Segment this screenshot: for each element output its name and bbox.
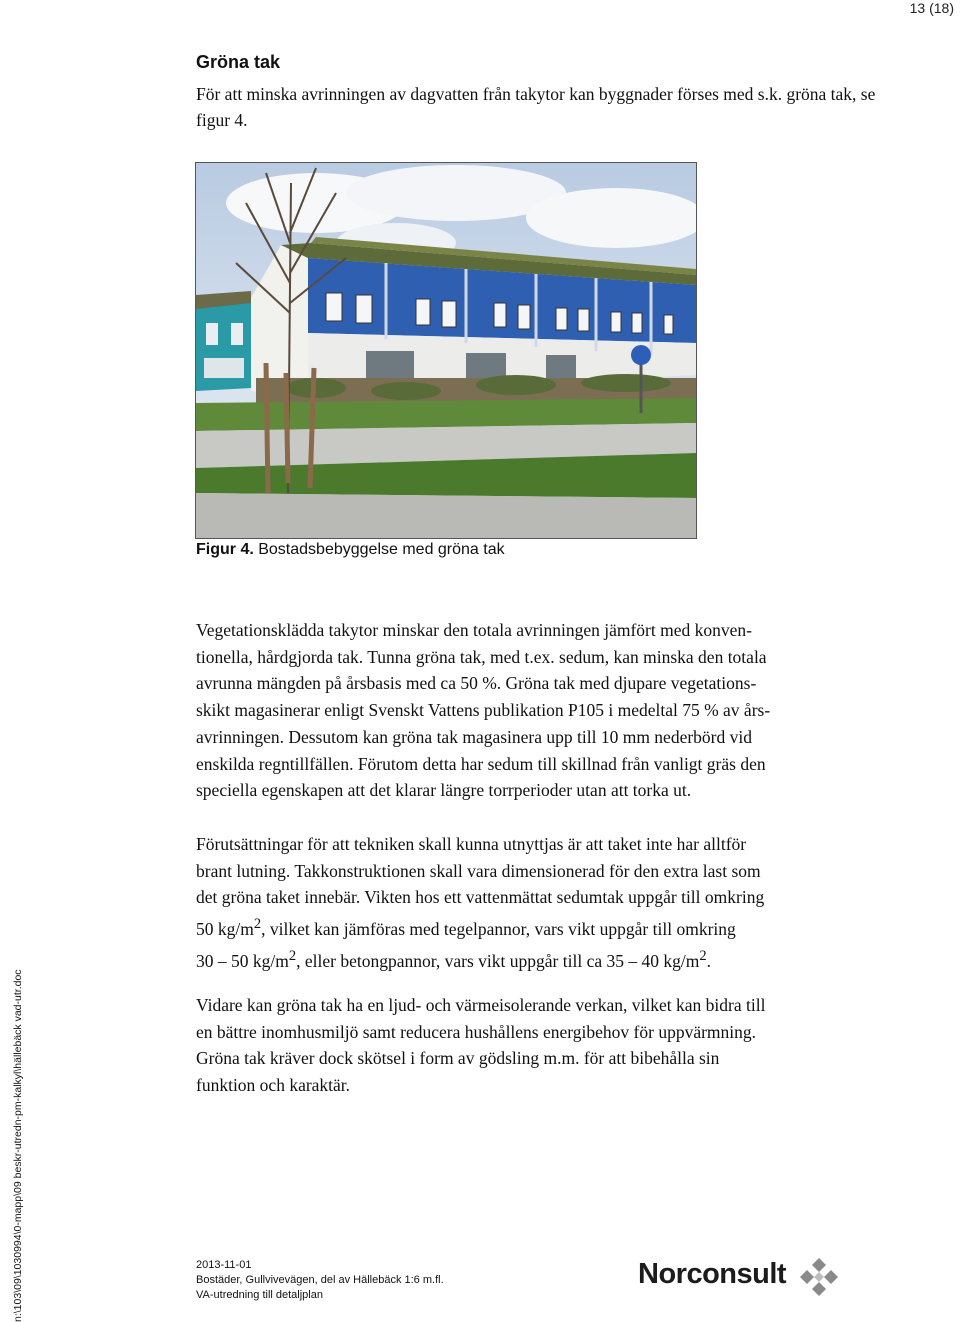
- paragraph-line: tionella, hårdgjorda tak. Tunna gröna tak, med t.ex. sedum, kan minska den totala: [196, 646, 767, 667]
- paragraph-3: [196, 992, 836, 1099]
- paragraph-line: avrinningen. Dessutom kan gröna tak magasinera upp till 10 mm nederbörd vid: [196, 726, 752, 747]
- paragraph-line: enskilda regntillfällen. Förutom detta har sedum till skillnad från vanligt gräs den: [196, 753, 766, 774]
- superscript: 2: [253, 916, 262, 933]
- paragraph-1: [196, 617, 836, 804]
- figure-photo-green-roof-houses: [195, 162, 697, 539]
- paragraph-line: funktion och karaktär.: [196, 1075, 351, 1096]
- paragraph-line: Vegetationsklädda takytor minskar den totala avrinningen jämfört med konven-: [196, 620, 752, 640]
- page-number: 13 (18): [909, 0, 954, 16]
- intro-paragraph: För att minska avrinningen av dagvatten från takytor kan byggnader förses med s.k. gröna tak, se figur 4.: [196, 84, 876, 130]
- paragraph-line: Gröna tak kräver dock skötsel i form av gödsling m.m. för att bibehålla sin: [196, 1048, 720, 1069]
- file-path-margin: n:\103\09\1030994\0-mapp\09 beskr-utredn-pm-kalkyl\hällebäck vad-utr.doc: [12, 969, 24, 1322]
- figure-label: Figur 4.: [196, 541, 254, 558]
- paragraph-line: brant lutning. Takkonstruktionen skall vara dimensionerad för den extra last som: [196, 860, 761, 881]
- paragraph-line: Vidare kan gröna tak ha en ljud- och värmeisolerande verkan, vilket kan bidra till: [196, 995, 766, 1015]
- weight-value: 30 – 50 kg/m: [196, 950, 289, 971]
- superscript: 2: [288, 947, 297, 964]
- paragraph-line: det gröna taket innebär. Vikten hos ett vattenmättat sedumtak uppgår till omkring: [196, 887, 765, 908]
- footer: [196, 1258, 444, 1303]
- diamond-logo-icon: [798, 1256, 840, 1298]
- footer-project: Bostäder, Gullvivevägen, del av Hällebäck 1:6 m.fl.: [196, 1274, 444, 1286]
- paragraph-line: skikt magasinerar enligt Svenskt Vattens publikation P105 i medeltal 75 % av års-: [196, 700, 771, 721]
- paragraph-line: [196, 943, 836, 975]
- paragraph-line: en bättre inomhusmiljö samt reducera hushållens energibehov för uppvärmning.: [196, 1021, 757, 1042]
- logo-text: Norconsult: [638, 1258, 787, 1290]
- paragraph-line: Förutsättningar för att tekniken skall kunna utnyttjas är att taket inte har alltför: [196, 834, 747, 854]
- figure-caption: [196, 541, 505, 559]
- paragraph-text: .: [706, 950, 711, 971]
- footer-date: 2013-11-01: [196, 1259, 252, 1271]
- paragraph-line: avrunna mängden på årsbasis med ca 50 %. Gröna tak med djupare vegetations-: [196, 673, 757, 694]
- footer-document: VA-utredning till detaljplan: [196, 1289, 323, 1301]
- section-heading: Gröna tak: [196, 52, 281, 72]
- figure-text: Bostadsbebyggelse med gröna tak: [258, 541, 505, 558]
- superscript: 2: [699, 947, 707, 964]
- weight-value: 50 kg/m: [196, 918, 254, 939]
- norconsult-logo: [638, 1256, 848, 1300]
- paragraph-line: speciella egenskapen att det klarar längre torrperioder utan att torka ut.: [196, 780, 692, 801]
- paragraph-text: , vilket kan jämföras med tegelpannor, vars vikt uppgår till omkring: [261, 918, 736, 939]
- paragraph-line: [196, 911, 836, 943]
- paragraph-2: [196, 831, 836, 974]
- paragraph-text: , eller betongpannor, vars vikt uppgår till ca 35 – 40 kg/m: [296, 950, 700, 971]
